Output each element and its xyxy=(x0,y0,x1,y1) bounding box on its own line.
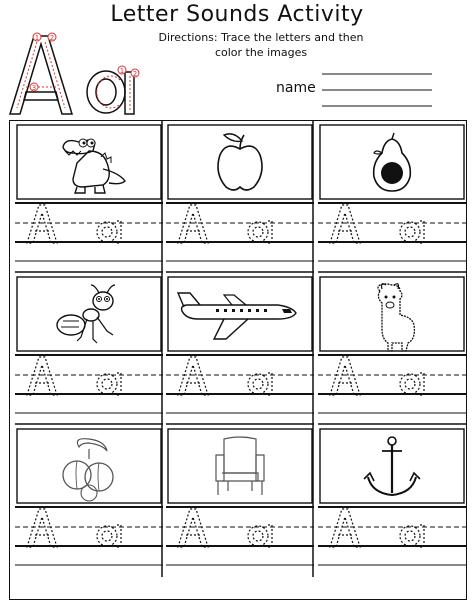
worksheet-cell xyxy=(166,425,314,577)
trace-lowercase-letter[interactable] xyxy=(248,525,272,547)
worksheet-cell xyxy=(166,273,314,425)
avocado-icon[interactable] xyxy=(374,133,411,191)
ant-icon[interactable] xyxy=(57,285,115,343)
svg-text:3: 3 xyxy=(31,84,37,92)
page-title: Letter Sounds Activity xyxy=(110,2,364,27)
name-lines[interactable] xyxy=(322,66,434,116)
trace-lines[interactable] xyxy=(15,203,163,261)
armchair-icon[interactable] xyxy=(216,437,264,495)
trace-lines[interactable] xyxy=(166,507,314,565)
anchor-icon[interactable] xyxy=(364,437,420,495)
worksheet-grid xyxy=(9,120,467,600)
trace-lowercase-letter[interactable] xyxy=(97,373,121,395)
trace-uppercase-letter[interactable] xyxy=(178,509,208,547)
trace-uppercase-letter[interactable] xyxy=(178,205,208,243)
trace-uppercase-letter[interactable] xyxy=(330,205,360,243)
trace-lowercase-letter[interactable] xyxy=(97,221,121,243)
worksheet-cell xyxy=(15,273,163,425)
alpaca-icon[interactable] xyxy=(378,284,414,351)
trace-lines[interactable] xyxy=(318,507,466,565)
step-marker-upper-3 xyxy=(30,83,38,92)
trace-lowercase-letter[interactable] xyxy=(400,221,424,243)
step-marker-lower-2 xyxy=(131,69,139,78)
svg-text:1: 1 xyxy=(34,34,40,42)
directions-line-1: Directions: Trace the letters and then xyxy=(158,31,364,44)
trace-uppercase-letter[interactable] xyxy=(27,357,57,395)
apple-icon[interactable] xyxy=(218,134,262,190)
step-marker-upper-2 xyxy=(48,33,56,42)
trace-lines[interactable] xyxy=(166,355,314,413)
trace-lowercase-letter[interactable] xyxy=(248,221,272,243)
worksheet-cell xyxy=(318,273,466,425)
trace-lines[interactable] xyxy=(318,203,466,261)
apricot-icon[interactable] xyxy=(63,439,113,501)
example-letters xyxy=(4,30,144,120)
step-marker-upper-1 xyxy=(33,33,41,42)
worksheet-cell xyxy=(15,121,163,273)
trace-lowercase-letter[interactable] xyxy=(400,373,424,395)
trace-uppercase-letter[interactable] xyxy=(27,205,57,243)
worksheet-cell xyxy=(318,121,466,273)
svg-text:2: 2 xyxy=(132,70,138,78)
worksheet-cell xyxy=(15,425,163,577)
worksheet-cell xyxy=(318,425,466,577)
svg-text:1: 1 xyxy=(119,67,125,75)
trace-uppercase-letter[interactable] xyxy=(330,357,360,395)
airplane-icon[interactable] xyxy=(178,293,296,339)
name-label: name xyxy=(276,80,316,96)
alligator-icon[interactable] xyxy=(63,139,125,193)
trace-lowercase-letter[interactable] xyxy=(248,373,272,395)
trace-lowercase-letter[interactable] xyxy=(400,525,424,547)
worksheet-cell xyxy=(166,121,314,273)
trace-uppercase-letter[interactable] xyxy=(330,509,360,547)
trace-lines[interactable] xyxy=(318,355,466,413)
directions-line-2: color the images xyxy=(214,46,308,59)
trace-lines[interactable] xyxy=(15,507,163,565)
example-uppercase-a xyxy=(10,36,72,114)
trace-uppercase-letter[interactable] xyxy=(27,509,57,547)
directions xyxy=(146,30,376,60)
svg-text:2: 2 xyxy=(49,34,55,42)
trace-uppercase-letter[interactable] xyxy=(178,357,208,395)
trace-lines[interactable] xyxy=(15,355,163,413)
trace-lowercase-letter[interactable] xyxy=(97,525,121,547)
trace-lines[interactable] xyxy=(166,203,314,261)
